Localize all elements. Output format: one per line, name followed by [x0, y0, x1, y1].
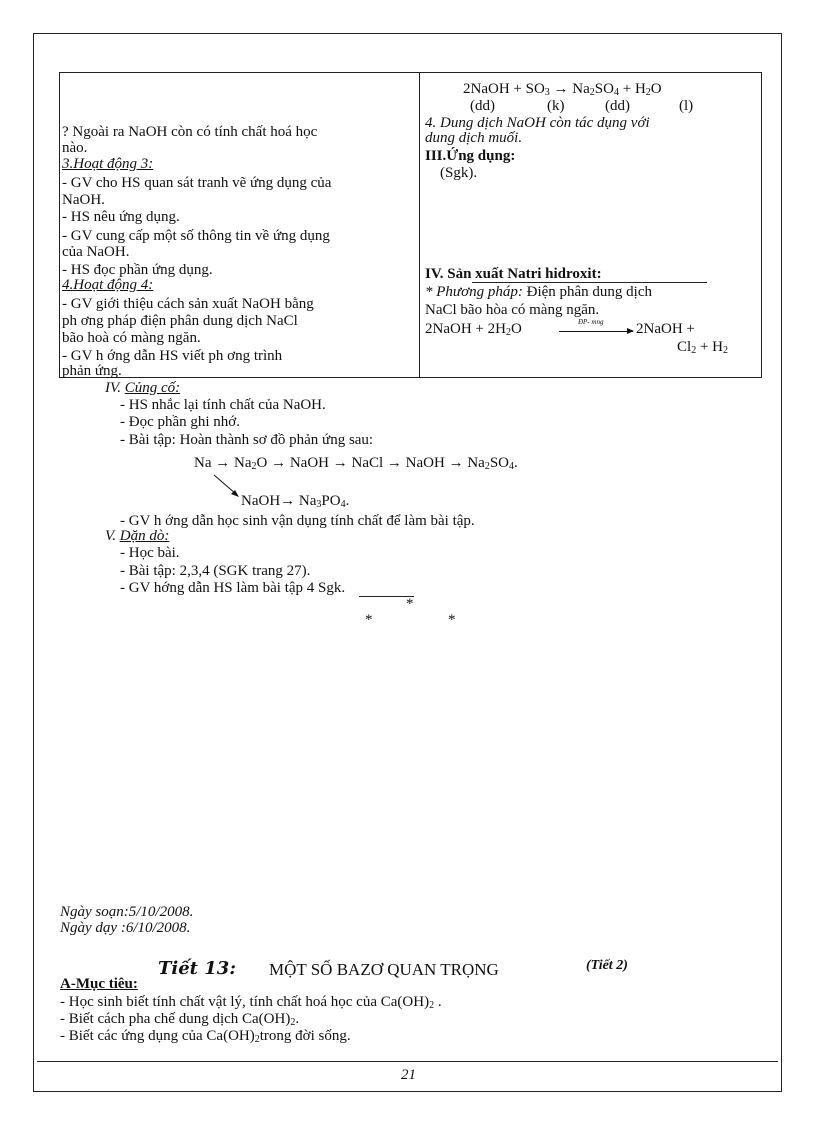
chain-sub4: 4: [509, 461, 515, 472]
left-line-1: ? Ngoài ra NaOH còn có tính chất hoá học: [62, 124, 318, 140]
date-taught: Ngày dạy :6/10/2008.: [60, 920, 191, 936]
eq1-lhs: 2NaOH + SO: [463, 81, 545, 97]
star-top: *: [406, 596, 414, 612]
objective-1-suffix: .: [434, 994, 442, 1010]
eq2-o: O: [510, 321, 522, 337]
reaction-chain: $Na \to Na_2O$ → NaOH → NaCl → NaOH → $Na_2SO_4$.: [194, 455, 518, 472]
consolidation-heading: [105, 381, 180, 396]
eq2-h: + H: [696, 339, 723, 355]
eq1-end: + H: [618, 81, 646, 97]
date-prepared: Ngày soạn:5/10/2008.: [60, 904, 194, 920]
eq2-sub2c: 2: [722, 345, 728, 356]
footer-rule: [37, 1061, 778, 1062]
method-text: Điện phân dung dịch: [522, 284, 652, 300]
equation-electrolysis-lhs: [425, 322, 522, 337]
objective-1-sub: 2: [429, 1000, 435, 1011]
eq1-sub4: 4: [613, 87, 619, 98]
left-line-14: - GV h ớng dẫn HS viết ph ơng trình: [62, 348, 283, 364]
objective-3-text: - Biết các ứng dụng của Ca(OH): [60, 1028, 255, 1044]
applications-sgk: (Sgk).: [440, 165, 478, 181]
chain-naoh-2: NaOH: [405, 455, 445, 471]
equation-naoh-so3: [463, 82, 662, 97]
method-line-1: [425, 285, 652, 300]
left-line-5: NaOH.: [62, 192, 105, 208]
eq1-mid2: SO: [594, 81, 614, 97]
eq2-sub2: 2: [505, 327, 511, 338]
objectives-heading: A-Mục tiêu:: [60, 976, 138, 992]
page-number: 21: [401, 1067, 416, 1083]
left-line-13: bão hoà có màng ngăn.: [62, 330, 201, 346]
eq1-sub2b: 2: [645, 87, 651, 98]
homework-item-3: - GV hớng dẫn HS làm bài tập 4 Sgk.: [120, 580, 346, 596]
left-line-8: của NaOH.: [62, 244, 130, 260]
objective-2-text: - Biết cách pha chế dung dịch Ca(OH): [60, 1011, 291, 1027]
branch-na3po4-b: PO: [321, 493, 341, 509]
consolidation-heading-num: IV.: [105, 380, 125, 396]
left-line-15: phản ứng.: [62, 363, 122, 379]
chain-na2o-b: O: [256, 455, 268, 471]
objective-3: [60, 1029, 351, 1044]
branch-arrow: [212, 473, 242, 499]
objective-1-text: - Học sinh biết tính chất vật lý, tính chất hoá học của Ca(OH): [60, 994, 430, 1010]
method-line-2: NaCl bão hòa có màng ngăn.: [425, 302, 600, 318]
left-line-7: - GV cung cấp một số thông tin về ứng dụng: [62, 228, 330, 244]
homework-heading: [105, 529, 169, 544]
production-heading: IV. Sản xuất Natri hidroxit:: [425, 266, 602, 282]
chain-sub2: 2: [251, 461, 257, 472]
lesson-title-text: MỘT SỐ BAZƠ QUAN TRỌNG: [269, 960, 499, 979]
eq2-sub2b: 2: [691, 345, 697, 356]
consolidation-guide: - GV h ớng dẫn học sinh vận dụng tính chất để làm bài tập.: [120, 513, 475, 529]
left-line-6: - HS nêu ứng dụng.: [62, 209, 180, 225]
eq1-sub2: 2: [589, 87, 595, 98]
objective-2: [60, 1012, 299, 1027]
state-1: (dd): [470, 98, 495, 114]
production-heading-underline: [472, 282, 707, 283]
objective-3-suffix: trong đời sống.: [259, 1028, 351, 1044]
left-line-2: nào.: [62, 140, 88, 156]
equation-electrolysis-rhs: 2NaOH +: [636, 321, 695, 337]
reaction-branch: NaOH→ $Na_3PO_4$.: [241, 493, 350, 510]
state-3: (dd): [605, 98, 630, 114]
homework-heading-num: V.: [105, 528, 120, 544]
applications-heading-text: III.Ứng dụng:: [425, 148, 516, 164]
objective-3-sub: 2: [254, 1034, 260, 1045]
state-4: (l): [679, 98, 694, 114]
lesson-part: (Tiết 2): [586, 958, 628, 973]
left-line-12: ph ơng pháp điện phân dung dịch NaCl: [62, 313, 298, 329]
eq1-sub3: 3: [544, 87, 550, 98]
eq1-mid: → Na: [549, 81, 590, 97]
chain-na2so4-b: SO: [489, 455, 510, 471]
equation-electrolysis-gases: [677, 340, 728, 355]
consolidation-item-2: - Đọc phần ghi nhớ.: [120, 414, 240, 430]
homework-item-1: - Học bài.: [120, 545, 180, 561]
branch-na3po4-a: Na: [298, 493, 317, 509]
left-line-9: - HS đọc phần ứng dụng.: [62, 262, 213, 278]
method-label: * Phương pháp:: [425, 284, 523, 300]
chain-sub2b: 2: [484, 461, 490, 472]
eq1-o: O: [650, 81, 662, 97]
chain-nacl: NaCl: [351, 455, 384, 471]
objective-2-suffix: .: [295, 1011, 300, 1027]
lesson-label: Tiết 13:: [158, 958, 236, 979]
property-4-line-1: 4. Dung dịch NaOH còn tác dụng với: [425, 115, 650, 131]
state-2: (k): [547, 98, 565, 114]
homework-item-2: - Bài tập: 2,3,4 (SGK trang 27).: [120, 563, 311, 579]
left-line-4: - GV cho HS quan sát tranh vẽ ứng dụng của: [62, 175, 332, 191]
activity-3-heading: 3.Hoạt động 3:: [62, 156, 154, 172]
electrolysis-arrow-label: ĐP- mng: [578, 318, 604, 326]
activity-4-heading: 4.Hoạt động 4:: [62, 277, 154, 293]
objective-1: [60, 995, 442, 1010]
property-4-line-2: dung dịch muối.: [425, 130, 523, 146]
chain-naoh-1: NaOH: [289, 455, 329, 471]
branch-sub3: 3: [316, 499, 322, 510]
table-divider: [419, 73, 420, 377]
eq2-cl: Cl: [677, 339, 692, 355]
objective-2-sub: 2: [290, 1017, 296, 1028]
homework-heading-text: Dặn dò:: [119, 528, 170, 544]
branch-naoh: NaOH: [241, 493, 281, 509]
consolidation-heading-text: Củng cố:: [124, 380, 181, 396]
star-right: *: [448, 612, 456, 628]
electrolysis-arrow: [559, 331, 633, 332]
branch-sub4: 4: [340, 499, 346, 510]
chain-na2so4-a: Na: [467, 455, 485, 471]
chain-na: Na: [194, 455, 212, 471]
left-line-11: - GV giới thiệu cách sản xuất NaOH bằng: [62, 296, 314, 312]
consolidation-item-1: - HS nhắc lại tính chất của NaOH.: [120, 397, 326, 413]
chain-na2o-a: Na: [234, 455, 252, 471]
applications-heading: [425, 149, 515, 164]
consolidation-item-3: - Bài tập: Hoàn thành sơ đồ phản ứng sau:: [120, 432, 374, 448]
star-left: *: [365, 612, 373, 628]
eq2-lhs: 2NaOH + 2H: [425, 321, 506, 337]
